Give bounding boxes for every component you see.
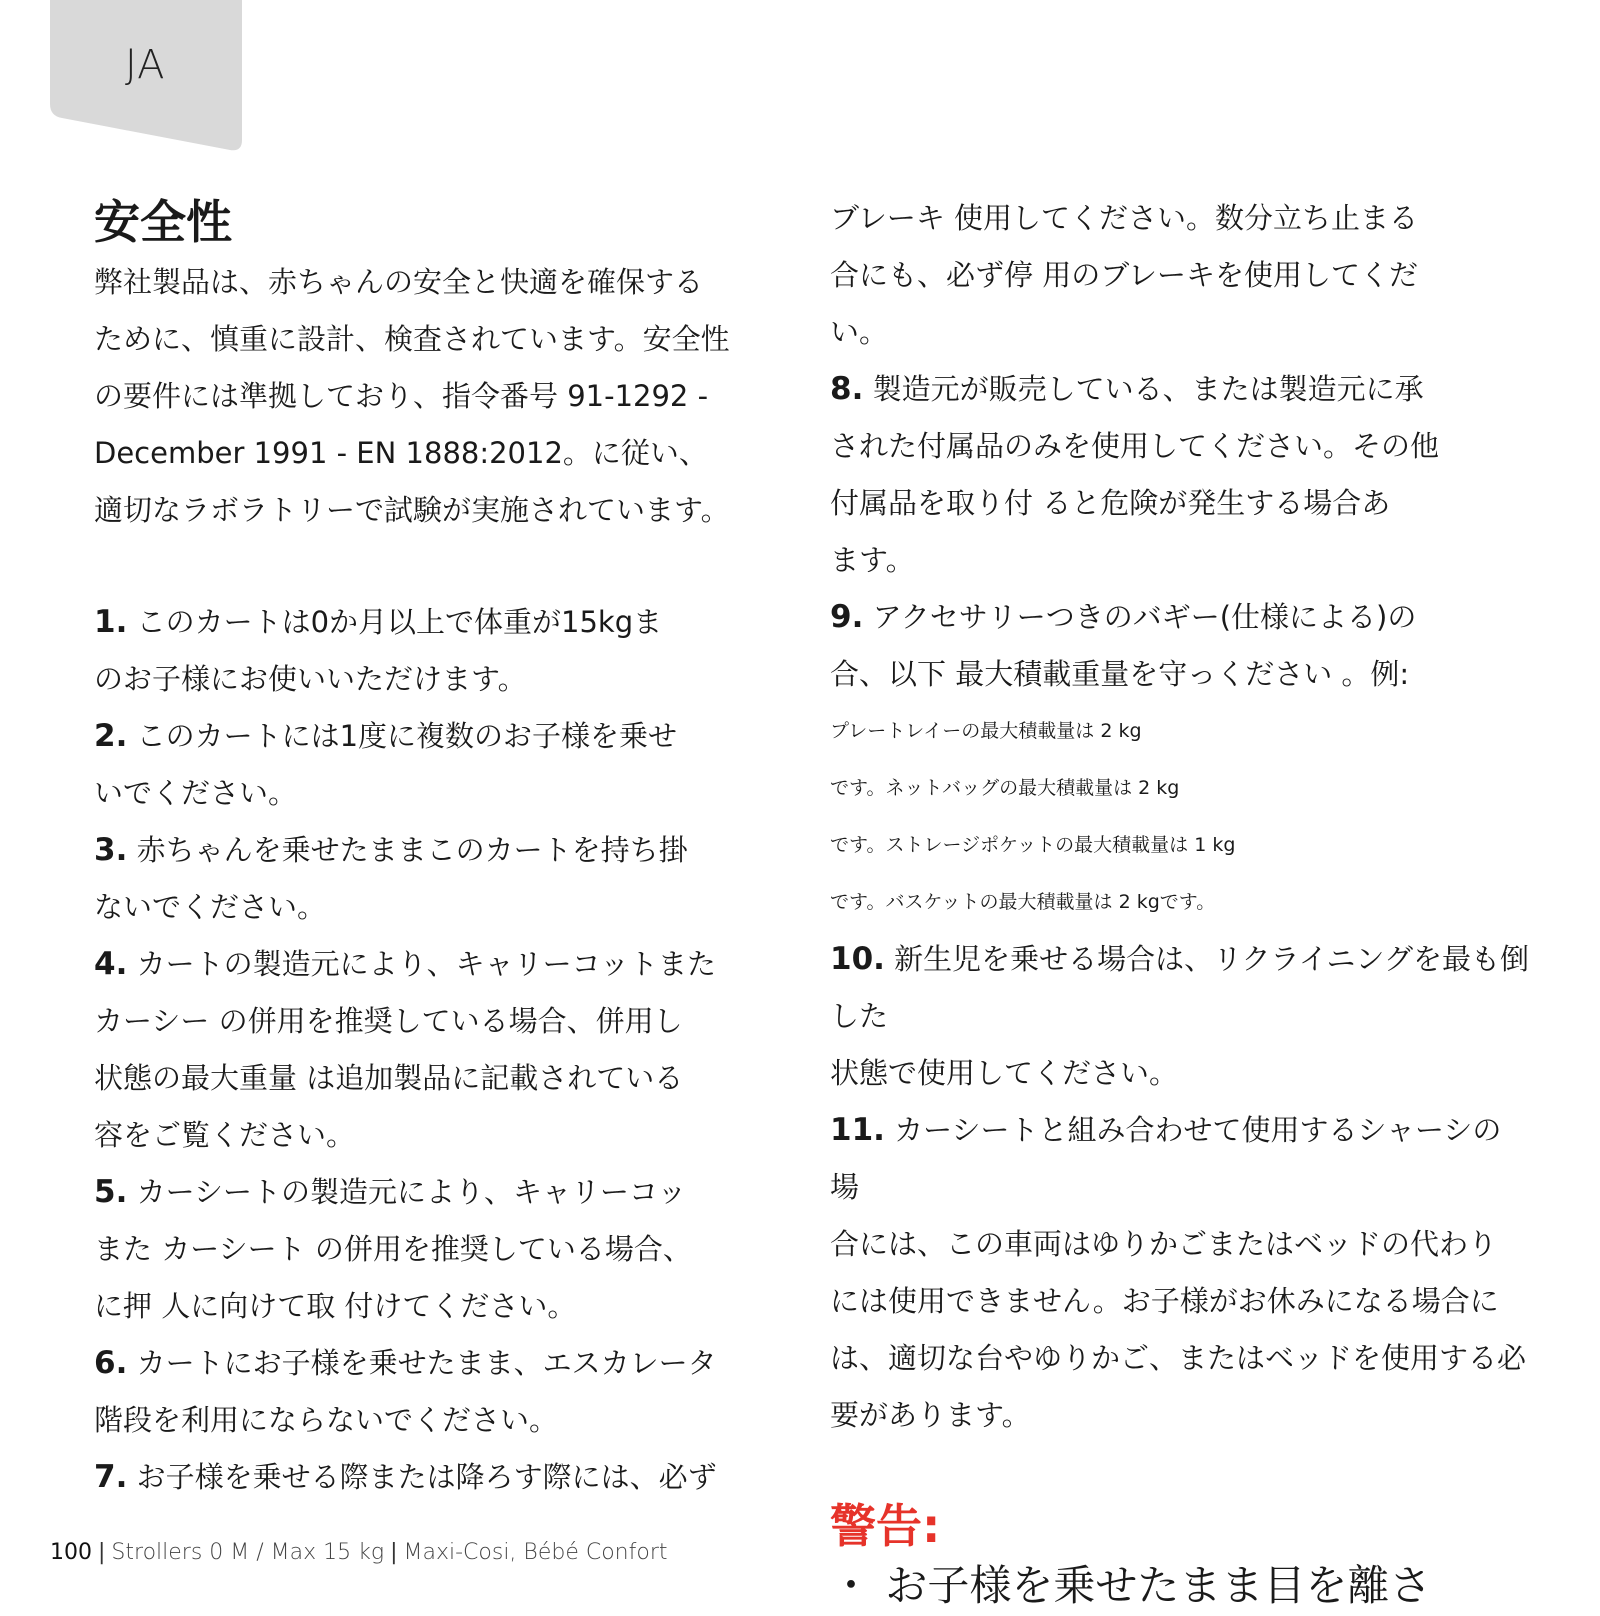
page-number: 100 [50, 1540, 92, 1565]
footer-product: Strollers 0 M / Max 15 kg [111, 1540, 385, 1565]
list-item: 11. カーシートと組み合わせて使用するシャーシの場 合には、この車両はゆりかごまたはベッドの代わり には使用できません。お子様がお休みになる場合に は、適切な台やゆりかご、またはベッドを使用する必 要があります。 [830, 1112, 1527, 1432]
list-item: 5. カーシートの製造元により、キャリーコッ また カーシート の併用を推奨している場合、 に押 人に向けて取 付けてください。 [94, 1174, 692, 1323]
footer-brand: Maxi-Cosi, Bébé Confort [403, 1540, 668, 1565]
list-item: 4. カートの製造元により、キャリーコットまた カーシー の併用を推奨している場合、併用し 状態の最大重量 は追加製品に記載されている 容をご覧ください。 [94, 946, 716, 1152]
intro-paragraph: 弊社製品は、赤ちゃんの安全と快適を確保する ために、慎重に設計、検査されています。安全性 の要件には準拠しており、指令番号 91-1292 - December 1991 - EN 1888:2012。に従い、 適切なラボラトリーで試験が実施されています。 [94, 265, 730, 527]
load-limit-line: です。バスケットの最大積載量は 2 kgです。 [830, 891, 1216, 913]
language-tab [50, 0, 248, 152]
warning-text: ・ お子様を乗せたまま目を離さ [830, 1561, 1432, 1610]
page-footer: 100 | Strollers 0 M / Max 15 kg | Maxi-Cosi, Bébé Confort [50, 1540, 668, 1565]
load-limit-line: です。ネットバッグの最大積載量は 2 kg [830, 777, 1180, 799]
list-item: 1. このカートは0か月以上で体重が15kgま のお子様にお使いいただけます。 [94, 604, 663, 696]
list-item: 10. 新生児を乗せる場合は、リクライニングを最も倒した 状態で使用してください。 [830, 941, 1529, 1090]
list-item: 3. 赤ちゃんを乗せたままこのカートを持ち掛 ないでください。 [94, 832, 688, 924]
list-item: 8. 製造元が販売している、または製造元に承 された付属品のみを使用してください。その他 付属品を取り付 ると危険が発生する場合あ ます。 [830, 371, 1440, 577]
right-column [830, 190, 1530, 1616]
section-heading: 安全性 [94, 195, 232, 249]
warning-title: 警告: [830, 1499, 941, 1553]
left-column [94, 190, 774, 1506]
list-item: 7. お子様を乗せる際または降ろす際には、必ず [94, 1459, 717, 1495]
load-limit-line: プレートレイーの最大積載量は 2 kg [830, 720, 1142, 742]
list-item: 2. このカートには1度に複数のお子様を乗せ いでください。 [94, 718, 678, 810]
list-item: 9. アクセサリーつきのバギー(仕様による)の 合、以下 最大積載重量を守っください 。例: [830, 599, 1417, 691]
load-limit-line: です。ストレージポケットの最大積載量は 1 kg [830, 834, 1236, 856]
language-label: JA [125, 42, 166, 88]
safety-list-left [94, 594, 774, 1506]
list-item: 6. カートにお子様を乗せたまま、エスカレータ 階段を利用にならないでください。 [94, 1345, 717, 1437]
continued-text: ブレーキ 使用してください。数分立ち止まる 合にも、必ず停 用のブレーキを使用してくだ い。 [830, 201, 1419, 349]
